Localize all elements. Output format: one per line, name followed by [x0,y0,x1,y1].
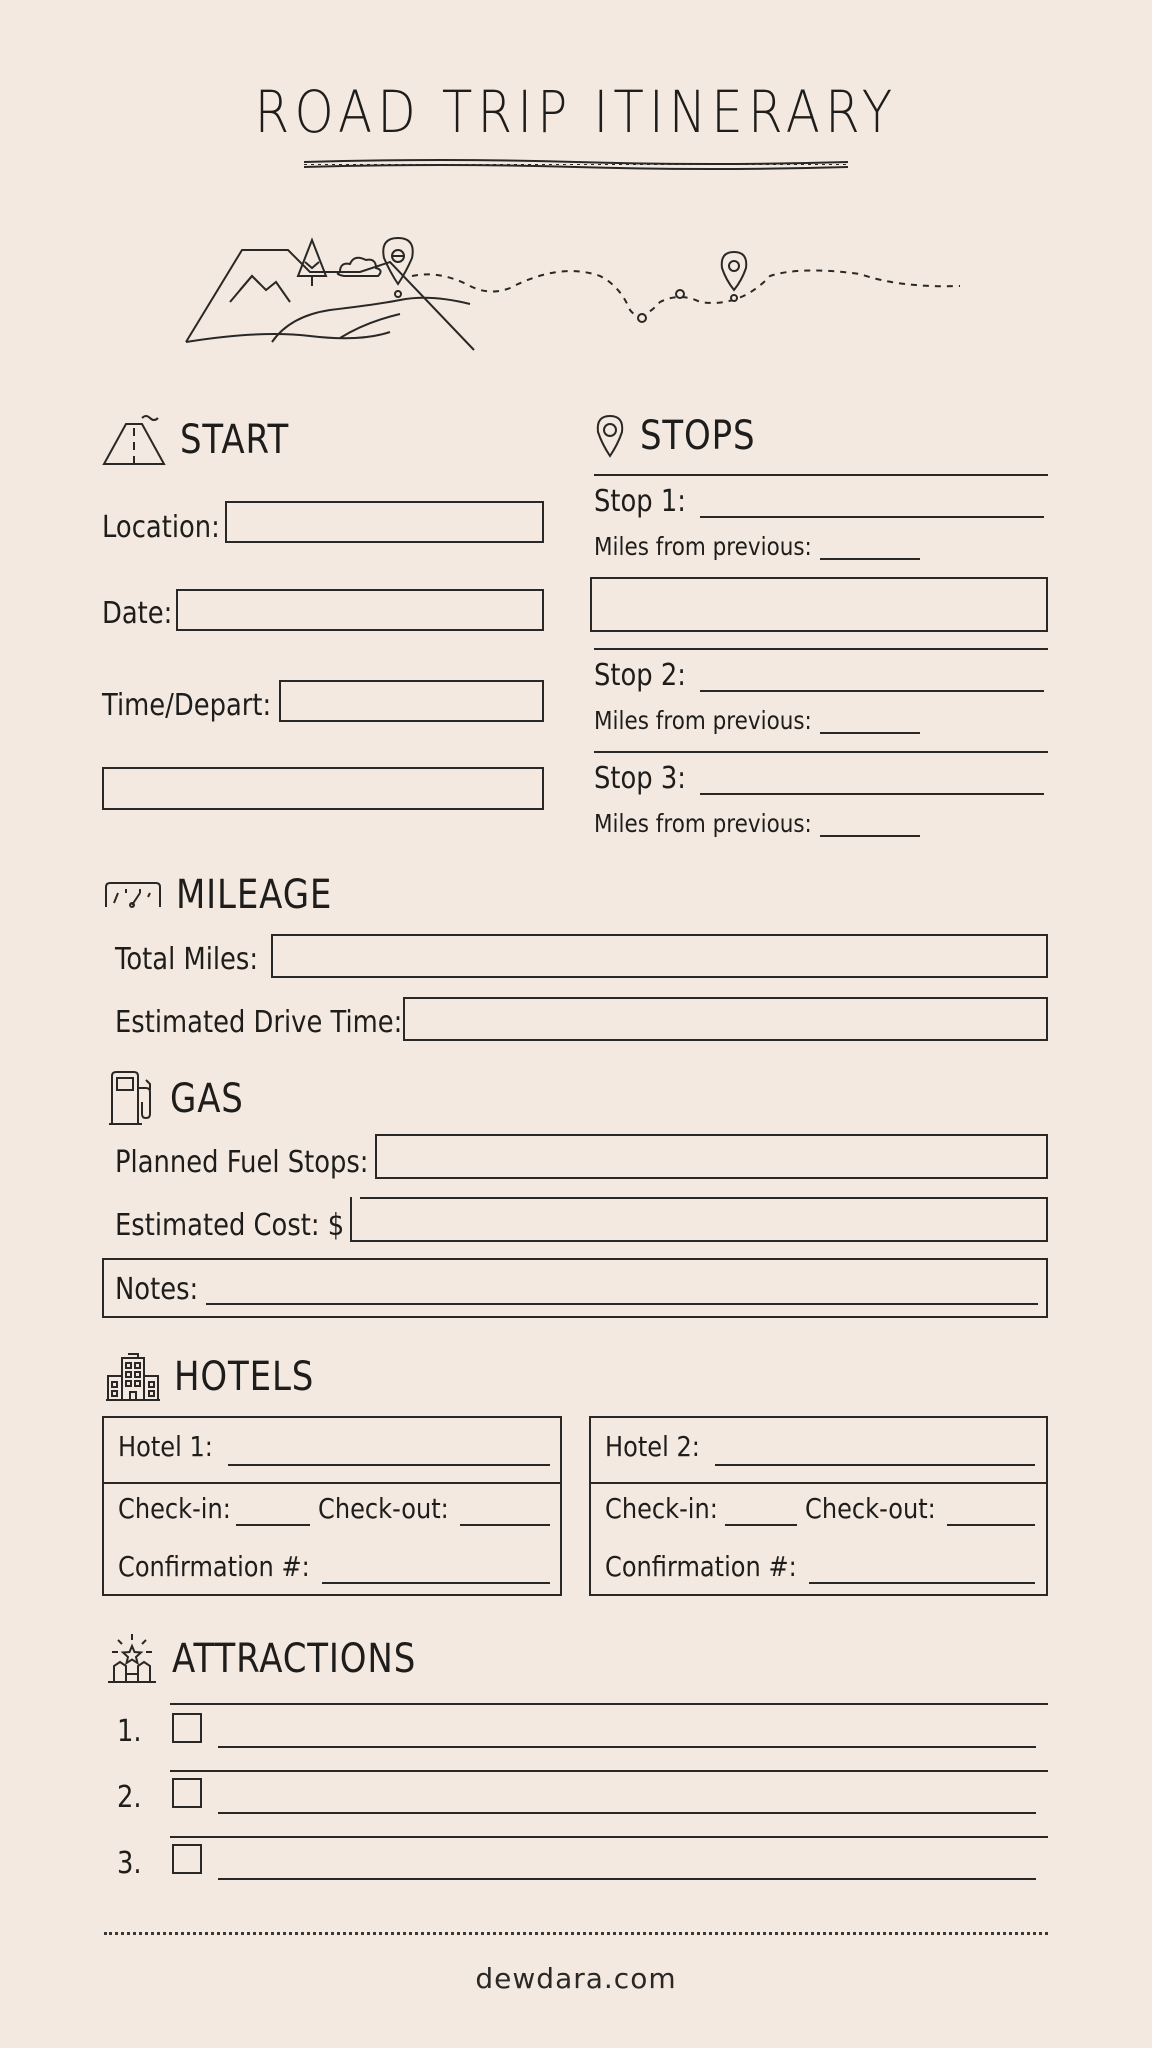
stop-3-field[interactable] [700,793,1044,795]
stop-3-miles-label: Miles from previous: [594,809,812,838]
page-title: ROAD TRIP ITINERARY [254,78,898,146]
location-label: Location: [102,510,220,545]
time-depart-label: Time/Depart: [102,688,272,723]
hotel-2-confirmation-label: Confirmation #: [605,1550,797,1583]
attraction-2-number: 2. [117,1780,142,1815]
attraction-2-checkbox[interactable] [172,1778,202,1808]
hotel-1-label: Hotel 1: [118,1430,213,1463]
attraction-1-field[interactable] [218,1746,1036,1748]
stop-1-label: Stop 1: [594,484,686,519]
total-miles-label: Total Miles: [115,942,259,977]
date-label: Date: [102,596,173,631]
hotels-heading: HOTELS [174,1354,315,1400]
stop-notes-field[interactable] [590,577,1048,632]
stop-1-field[interactable] [700,516,1044,518]
mileage-heading: MILEAGE [176,872,333,918]
footer-dotted-rule [104,1932,1048,1935]
attraction-1-checkbox[interactable] [172,1713,202,1743]
attraction-3-field[interactable] [218,1878,1036,1880]
hotel-1-confirmation-label: Confirmation #: [118,1550,310,1583]
drive-time-field[interactable] [403,997,1048,1041]
gas-pump-icon [108,1070,156,1128]
attraction-1-number: 1. [117,1714,142,1749]
footer-website: dewdara.com [475,1962,677,1995]
gas-heading: GAS [170,1076,244,1122]
hotel-2-checkout-label: Check-out: [805,1492,936,1525]
hotel-2-checkin-label: Check-in: [605,1492,718,1525]
title-underline [302,158,850,170]
stops-heading: STOPS [640,413,756,459]
landmark-star-icon [106,1632,158,1686]
start-heading-group [102,412,308,468]
hotel-1-confirmation-field[interactable] [322,1582,550,1584]
hotel-2-divider [591,1482,1046,1484]
road-icon [102,412,166,468]
speedometer-icon [104,879,162,911]
hotel-1-field[interactable] [228,1464,550,1466]
hotel-1-checkin-field[interactable] [236,1524,310,1526]
hotel-1-checkin-label: Check-in: [118,1492,231,1525]
stop-1-miles-label: Miles from previous: [594,532,812,561]
stop-2-miles-field[interactable] [820,732,920,734]
stop-2-rule [594,648,1048,650]
attractions-heading: ATTRACTIONS [172,1636,417,1682]
stop-2-field[interactable] [700,690,1044,692]
hotel-2-checkin-field[interactable] [725,1524,797,1526]
hotel-building-icon [106,1352,160,1402]
start-heading: START [180,417,290,463]
stops-heading-group [594,412,776,460]
hotel-1-card [102,1416,562,1596]
hotel-2-field[interactable] [715,1464,1035,1466]
hotel-1-divider [104,1482,560,1484]
attraction-3-rule [170,1836,1048,1838]
notes-box [102,1258,1048,1318]
hotel-2-card [589,1416,1048,1596]
hotel-1-checkout-label: Check-out: [318,1492,449,1525]
date-field[interactable] [176,589,544,631]
stop-2-miles-label: Miles from previous: [594,706,812,735]
attraction-2-field[interactable] [218,1812,1036,1814]
hotel-2-checkout-field[interactable] [947,1524,1035,1526]
stop-3-miles-field[interactable] [820,835,920,837]
stops-rule [594,474,1048,476]
hotel-2-confirmation-field[interactable] [809,1582,1035,1584]
estimated-cost-label: Estimated Cost: $ [115,1208,345,1243]
fuel-stops-field[interactable] [375,1134,1048,1179]
attraction-2-rule [170,1770,1048,1772]
map-pin-icon [594,412,626,460]
hotel-1-checkout-field[interactable] [460,1524,550,1526]
hotels-heading-group [106,1352,339,1402]
mileage-heading-group [104,872,360,918]
notes-field[interactable] [206,1303,1038,1305]
estimated-cost-field[interactable] [350,1197,1048,1242]
stop-2-label: Stop 2: [594,658,686,693]
road-trip-illustration [180,232,980,352]
attraction-3-checkbox[interactable] [172,1844,202,1874]
time-depart-field[interactable] [279,680,544,722]
stop-3-rule [594,751,1048,753]
hotel-2-label: Hotel 2: [605,1430,700,1463]
attractions-heading-group [106,1632,459,1686]
notes-label: Notes: [115,1272,199,1307]
attraction-3-number: 3. [117,1846,142,1881]
total-miles-field[interactable] [271,934,1048,978]
attraction-1-rule [170,1703,1048,1705]
location-field[interactable] [225,501,544,543]
drive-time-label: Estimated Drive Time: [115,1005,403,1040]
stop-3-label: Stop 3: [594,761,686,796]
gas-heading-group [108,1070,257,1128]
stop-1-miles-field[interactable] [820,558,920,560]
fuel-stops-label: Planned Fuel Stops: [115,1145,369,1180]
start-extra-field[interactable] [102,767,544,810]
